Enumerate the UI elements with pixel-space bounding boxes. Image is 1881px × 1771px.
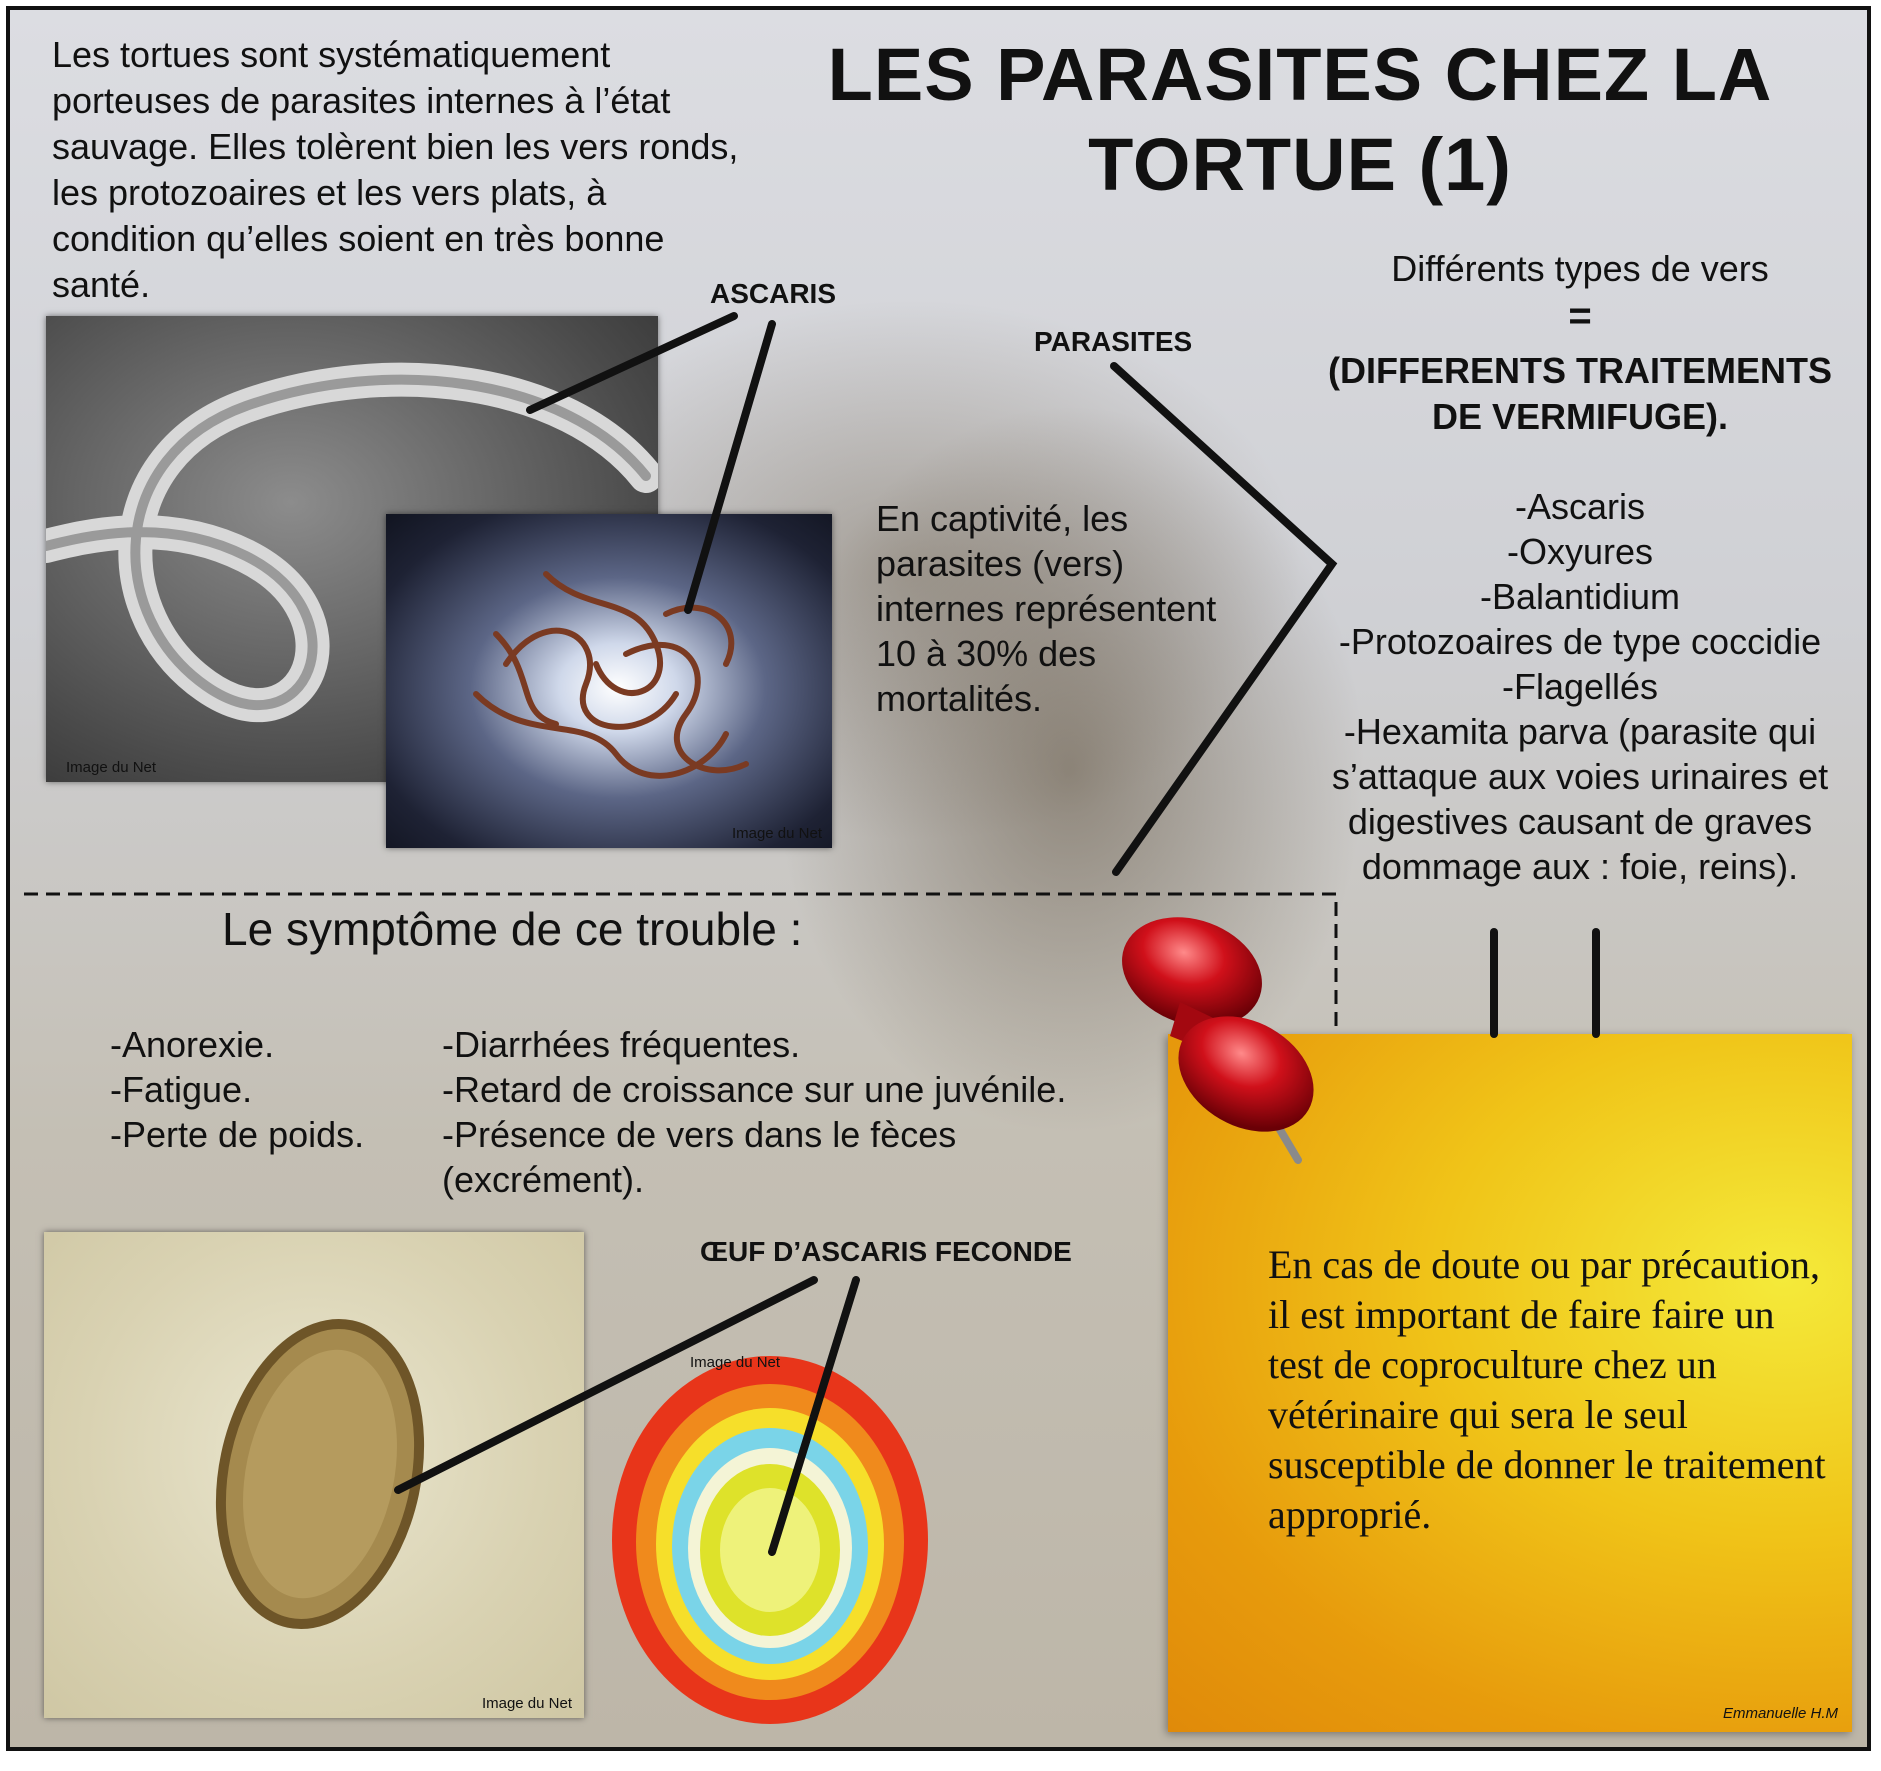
equals-sign: =: [1568, 294, 1592, 338]
image-credit: Image du Net: [66, 759, 157, 776]
list-item: -Retard de croissance sur une juvénile.: [442, 1069, 1067, 1110]
list-item: -Présence de vers dans le fèces (excrément).: [442, 1114, 957, 1200]
note-text: En cas de doute ou par précaution, il est important de faire faire un test de coproculture chez un vétérinaire qui sera le seul susceptible de donner le traitement approprié.: [1268, 1242, 1826, 1537]
egg-illustration: [44, 1232, 584, 1718]
ascaris-jar-photo: [386, 514, 832, 848]
image-credit: Image du Net: [481, 1695, 572, 1712]
worm-types-list: [1300, 484, 1860, 889]
captivity-text: En captivité, les parasites (vers) internes représentent 10 à 30% des mortalités.: [876, 498, 1217, 719]
push-pin-icon: [1110, 906, 1350, 1176]
poster: [6, 6, 1871, 1751]
list-item: -Protozoaires de type coccidie: [1338, 621, 1822, 662]
intro-text: Les tortues sont systématiquement porteuses de parasites internes à l’état sauvage. Elles tolèrent bien les vers ronds, les protozoaires et les vers plats, à condition qu’elles soient en très bonne santé.: [52, 34, 739, 305]
page-title: LES PARASITES CHEZ LA TORTUE (1): [827, 33, 1773, 206]
worm-cluster: [386, 514, 832, 848]
image-credit: Image du Net: [731, 825, 822, 842]
list-item: -Diarrhées fréquentes.: [442, 1024, 801, 1065]
list-item: -Hexamita parva (parasite qui s’attaque aux voies urinaires et digestives causant de graves dommage aux : foie, reins).: [1331, 711, 1829, 887]
list-item: -Anorexie.: [110, 1024, 275, 1065]
egg-label: ŒUF D’ASCARIS FECONDE: [700, 1236, 1072, 1267]
egg-micro-photo: [44, 1232, 584, 1718]
symptom-list-2: [442, 1022, 1142, 1202]
list-item: -Balantidium: [1479, 576, 1681, 617]
list-item: -Oxyures: [1506, 531, 1654, 572]
symptom-list-1: [110, 1022, 430, 1157]
symptom-title: Le symptôme de ce trouble :: [222, 903, 803, 955]
worm-types-heading: Différents types de vers: [1391, 248, 1769, 289]
list-item: -Ascaris: [1514, 486, 1645, 527]
egg-diagram: [608, 1350, 932, 1730]
signature: Emmanuelle H.M: [1722, 1705, 1838, 1722]
image-credit: Image du Net: [690, 1354, 781, 1371]
treatments-text: (DIFFERENTS TRAITEMENTS DE VERMIFUGE).: [1328, 350, 1832, 437]
parasites-label: PARASITES: [1034, 326, 1193, 357]
list-item: -Flagellés: [1501, 666, 1659, 707]
list-item: -Fatigue.: [110, 1069, 253, 1110]
list-item: -Perte de poids.: [110, 1114, 365, 1155]
ascaris-label: ASCARIS: [710, 278, 837, 309]
